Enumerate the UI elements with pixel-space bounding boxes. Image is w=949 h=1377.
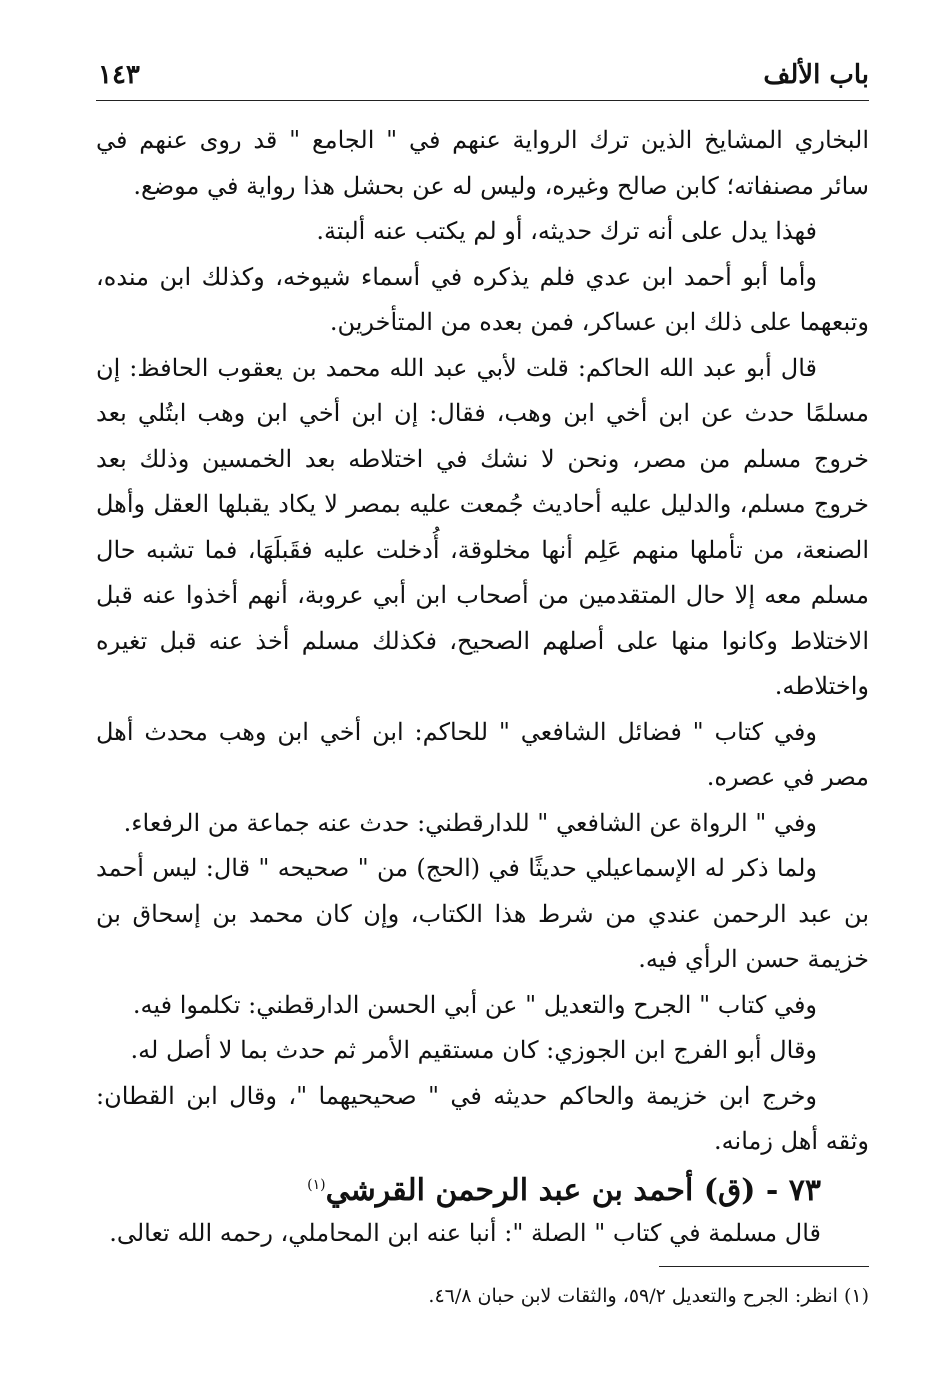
paragraph: وفي كتاب " الجرح والتعديل " عن أبي الحسن الدارقطني: تكلموا فيه. [132, 990, 817, 1019]
entry-text: قال مسلمة في كتاب " الصلة ": أنبا عنه ابن المحاملي، رحمه الله تعالى. [109, 1219, 821, 1247]
main-text [96, 118, 869, 1165]
chapter-title: باب الألف [763, 60, 869, 90]
paragraph: وفي كتاب " فضائل الشافعي " للحاكم: ابن أخي ابن وهب محدث أهل مصر في عصره. [96, 717, 869, 791]
page-header [96, 58, 869, 101]
paragraph: وفي " الرواة عن الشافعي " للدارقطني: حدث عنه جماعة من الرفعاء. [123, 808, 817, 837]
page-number: ١٤٣ [98, 60, 140, 90]
footnote-divider [659, 1266, 869, 1267]
entry-heading-text: ٧٣ - (ق) أحمد بن عبد الرحمن القرشي [325, 1173, 821, 1208]
paragraph: ولما ذكر له الإسماعيلي حديثًا في (الحج) من " صحيحه " قال: ليس أحمد بن عبد الرحمن عندي من شرط هذا الكتاب، وإن كان محمد بن إسحاق بن خزيمة حسن الرأي فيه. [96, 854, 869, 973]
paragraph: فهذا يدل على أنه ترك حديثه، أو لم يكتب عنه ألبتة. [316, 217, 817, 245]
paragraph: وخرج ابن خزيمة والحاكم حديثه في " صحيحيهما "، وقال ابن القطان: وثقه أهل زمانه. [96, 1081, 869, 1155]
paragraph: قال أبو عبد الله الحاكم: قلت لأبي عبد الله محمد بن يعقوب الحافظ: إن مسلمًا حدث عن ابن أخي ابن وهب، فقال: إن ابن أخي ابن وهب ابتُلي بعد خروج مسلم من مصر، ونحن لا نشك في اختلاطه بعد الخمسين وذلك بعد خروج مسلم، والدليل عليه أحاديث جُمعت عليه بمصر لا يكاد يقبلها العقل وأهل الصنعة، من تأملها منهم عَلِم أنها مخلوقة، أُدخلت عليه فقَبلَهَا، فما تشبه حال مسلم معه إلا حال المتقدمين من أصحاب ابن أبي عروبة، أنهم أخذوا عنه قبل الاختلاط وكانوا منها على أصلهم الصحيح، فكذلك مسلم أخذ عنه قبل تغيره واختلاطه. [96, 353, 870, 700]
paragraph: وأما أبو أحمد ابن عدي فلم يذكره في أسماء شيوخه، وكذلك ابن منده، وتبعهما على ذلك ابن عساكر، فمن بعده من المتأخرين. [96, 262, 869, 336]
footnote: (١) انظر: الجرح والتعديل ٥٩/٢، والثقات لابن حبان ٤٦/٨. [428, 1285, 869, 1307]
footnote-ref: (١) [307, 1177, 326, 1193]
entry-heading [307, 1173, 821, 1208]
paragraph: البخاري المشايخ الذين ترك الرواية عنهم في " الجامع " قد روى عنهم في سائر مصنفاته؛ كابن صالح وغيره، وليس له عن بحشل هذا رواية في موضع. [96, 126, 869, 200]
paragraph: وقال أبو الفرج ابن الجوزي: كان مستقيم الأمر ثم حدث بما لا أصل له. [130, 1036, 817, 1064]
